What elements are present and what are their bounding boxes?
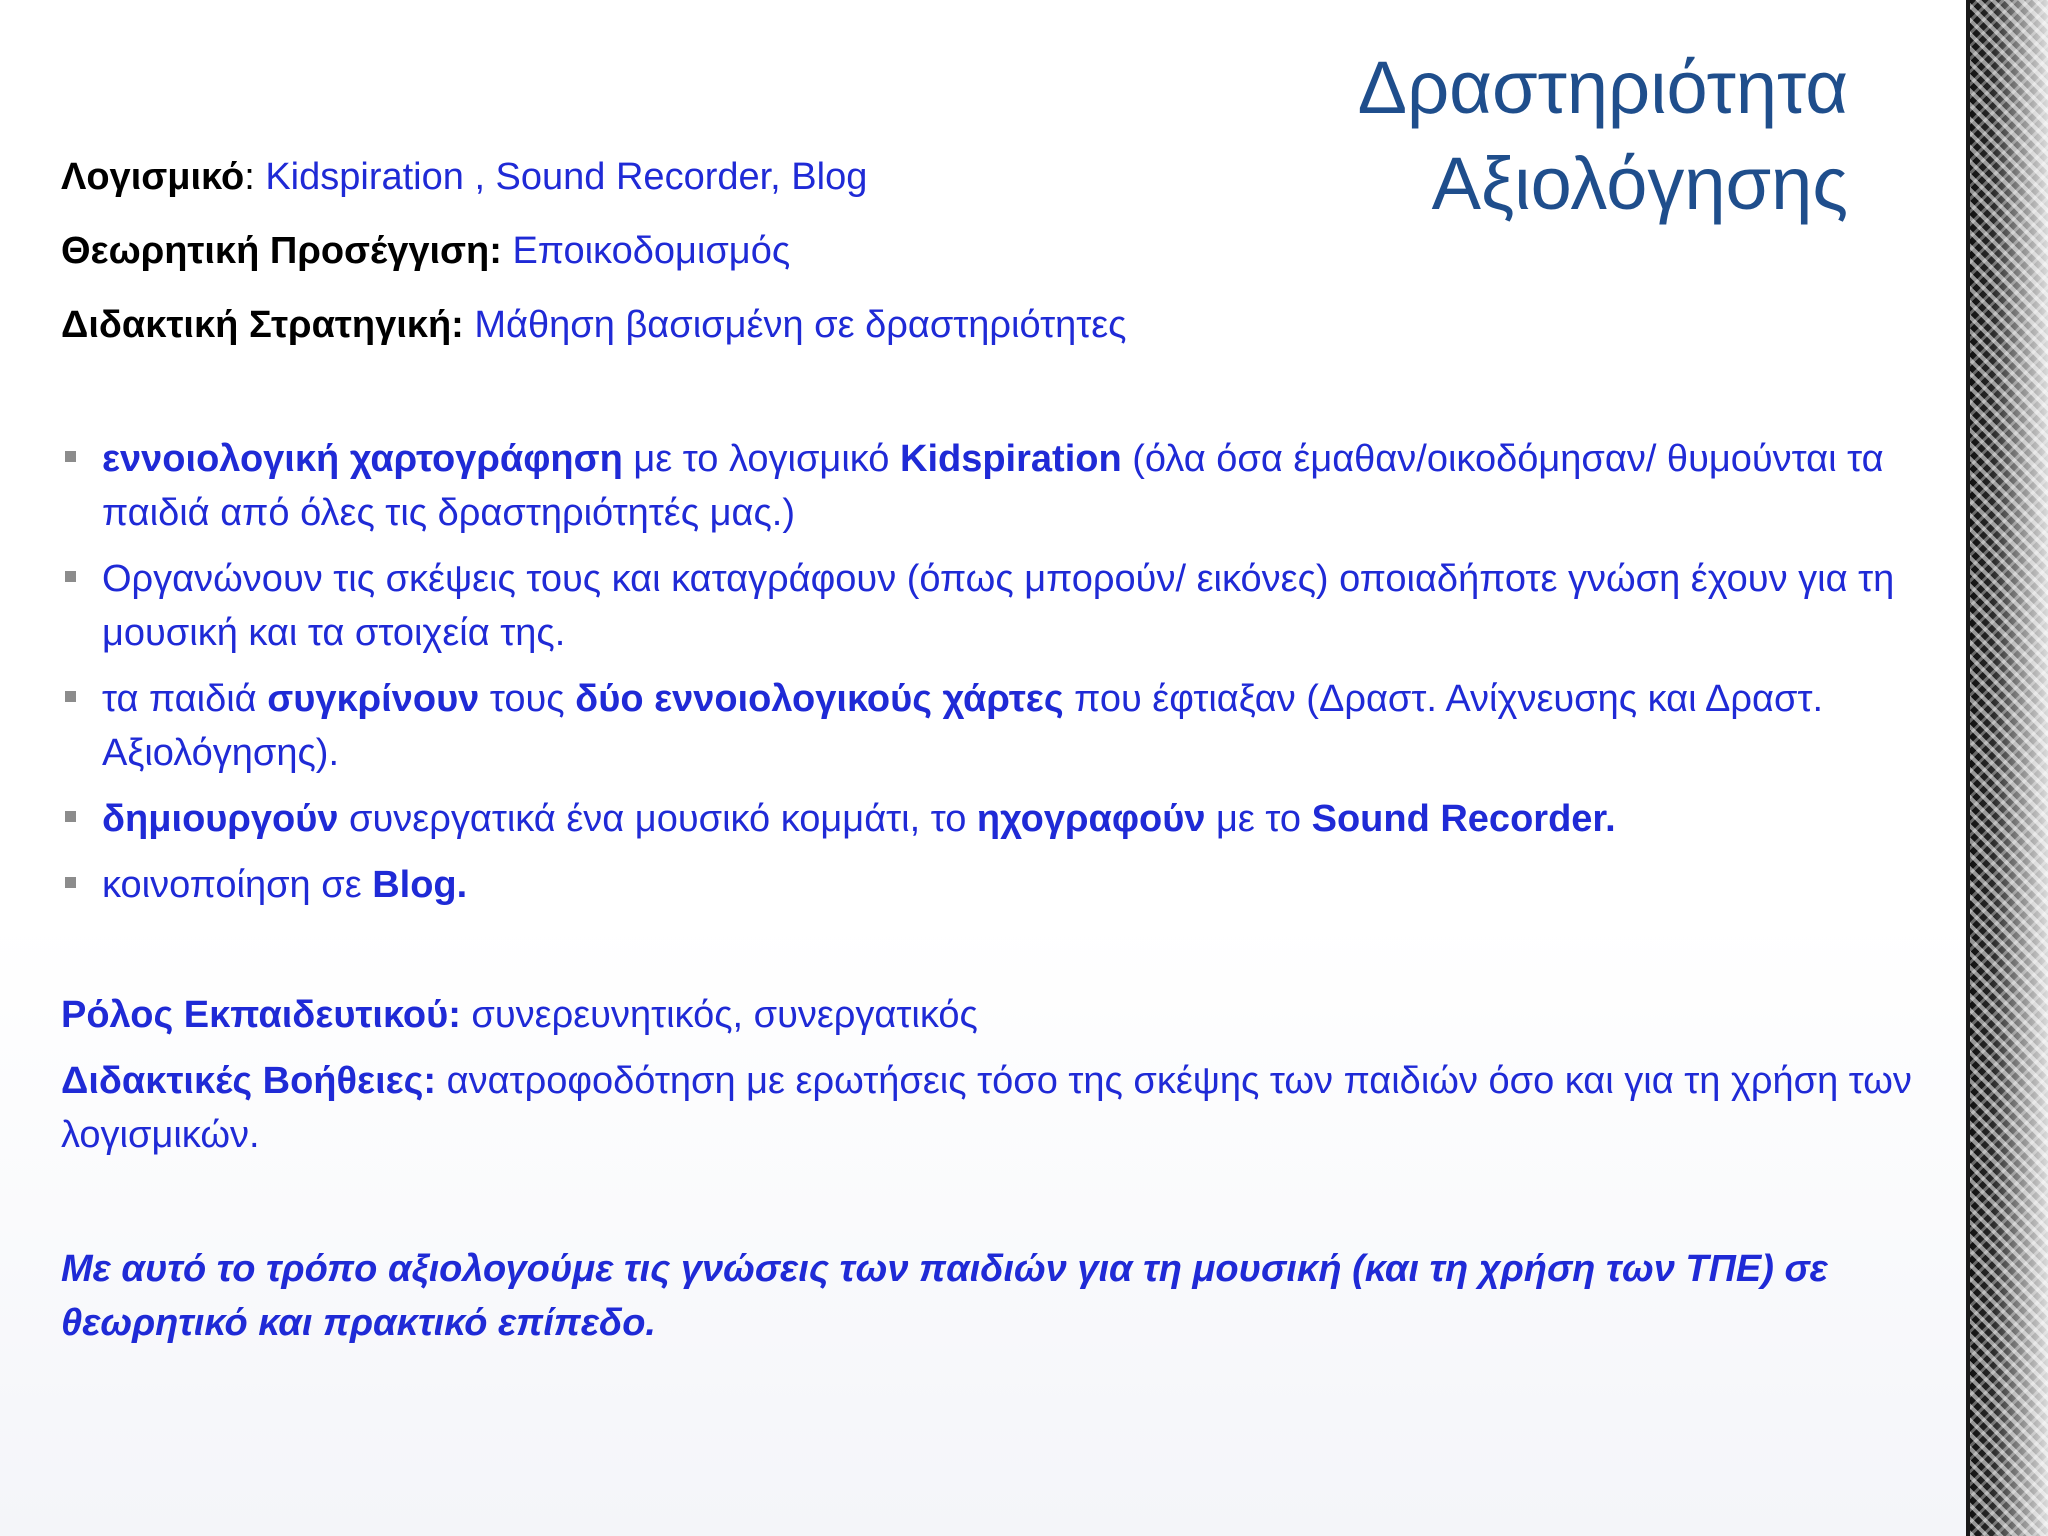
info-label: Θεωρητική Προσέγγιση:: [61, 230, 502, 272]
slide-title: [1358, 40, 1848, 232]
info-separator: [464, 304, 475, 346]
info-value: Εποικοδομισμός: [512, 230, 791, 272]
bullet-square-icon: [65, 571, 76, 582]
aids-label: Διδακτικές Βοήθειες:: [61, 1060, 437, 1102]
title-line-2: Αξιολόγησης: [1431, 142, 1848, 225]
bullet-bold-text: Sound Recorder.: [1311, 798, 1616, 840]
info-label: Λογισμικό: [61, 156, 245, 198]
bullet-square-icon: [65, 877, 76, 888]
bullet-square-icon: [65, 811, 76, 822]
bullet-bold-text: Kidspiration: [900, 438, 1122, 480]
info-value: Kidspiration , Sound Recorder, Blog: [265, 156, 868, 198]
bullet-item: [61, 552, 1901, 660]
bullet-bold-text: δημιουργούν: [102, 798, 339, 840]
teaching-aids: [61, 1054, 1931, 1162]
bullet-text: με το: [1205, 798, 1312, 840]
info-strategy: [61, 298, 1127, 352]
bullet-text: που έφτιαξαν (Δραστ. Ανίχνευσης και Δραστ. Αξιολόγησης).: [102, 678, 1824, 774]
info-theory: [61, 224, 790, 278]
bullet-item: [61, 432, 1901, 540]
activity-bullet-list: [61, 432, 1901, 924]
bullet-bold-text: συγκρίνουν: [267, 678, 480, 720]
info-label: Διδακτική Στρατηγική:: [61, 304, 464, 346]
bullet-text: (όλα όσα έμαθαν/οικοδόμησαν/ θυμούνται τα παιδιά από όλες τις δραστηριότητές μας.): [102, 438, 1884, 534]
bullet-item: [61, 858, 1901, 912]
bullet-square-icon: [65, 691, 76, 702]
bullet-bold-text: Blog.: [372, 864, 468, 906]
bullet-text: Οργανώνουν τις σκέψεις τους και καταγράφουν (όπως μπορούν/ εικόνες) οποιαδήποτε γνώση έχουν για τη μουσική και τα στοιχεία της.: [102, 558, 1895, 654]
bullet-square-icon: [65, 451, 76, 462]
role-label: Ρόλος Εκπαιδευτικού:: [61, 994, 461, 1036]
bullet-bold-text: εννοιολογική χαρτογράφηση: [102, 438, 623, 480]
bullet-text: συνεργατικά ένα μουσικό κομμάτι, το: [338, 798, 977, 840]
info-separator: [502, 230, 513, 272]
role-value: συνερευνητικός, συνεργατικός: [460, 994, 978, 1036]
bullet-item: [61, 792, 1901, 846]
bullet-item: [61, 672, 1901, 780]
aids-value: ανατροφοδότηση με ερωτήσεις τόσο της σκέψης των παιδιών όσο και για τη χρήση των λογισμικών.: [61, 1060, 1912, 1156]
info-value: Μάθηση βασισμένη σε δραστηριότητες: [474, 304, 1127, 346]
info-separator: :: [244, 156, 266, 198]
bullet-text: με το λογισμικό: [622, 438, 900, 480]
bullet-text: τους: [479, 678, 576, 720]
bullet-text: κοινοποίηση σε: [102, 864, 373, 906]
info-software: [61, 150, 867, 204]
conclusion-text: Με αυτό το τρόπο αξιολογούμε τις γνώσεις των παιδιών για τη μουσική (και τη χρήση των ΤΠΕ) σε θεωρητικό και πρακτικό επίπεδο.: [61, 1248, 1828, 1344]
teacher-role: [61, 988, 978, 1042]
bullet-bold-text: ηχογραφούν: [976, 798, 1206, 840]
bullet-bold-text: δύο εννοιολογικούς χάρτες: [575, 678, 1064, 720]
bullet-text: τα παιδιά: [102, 678, 268, 720]
decorative-edge-pattern: [1970, 0, 2048, 1536]
title-line-1: Δραστηριότητα: [1357, 46, 1848, 129]
